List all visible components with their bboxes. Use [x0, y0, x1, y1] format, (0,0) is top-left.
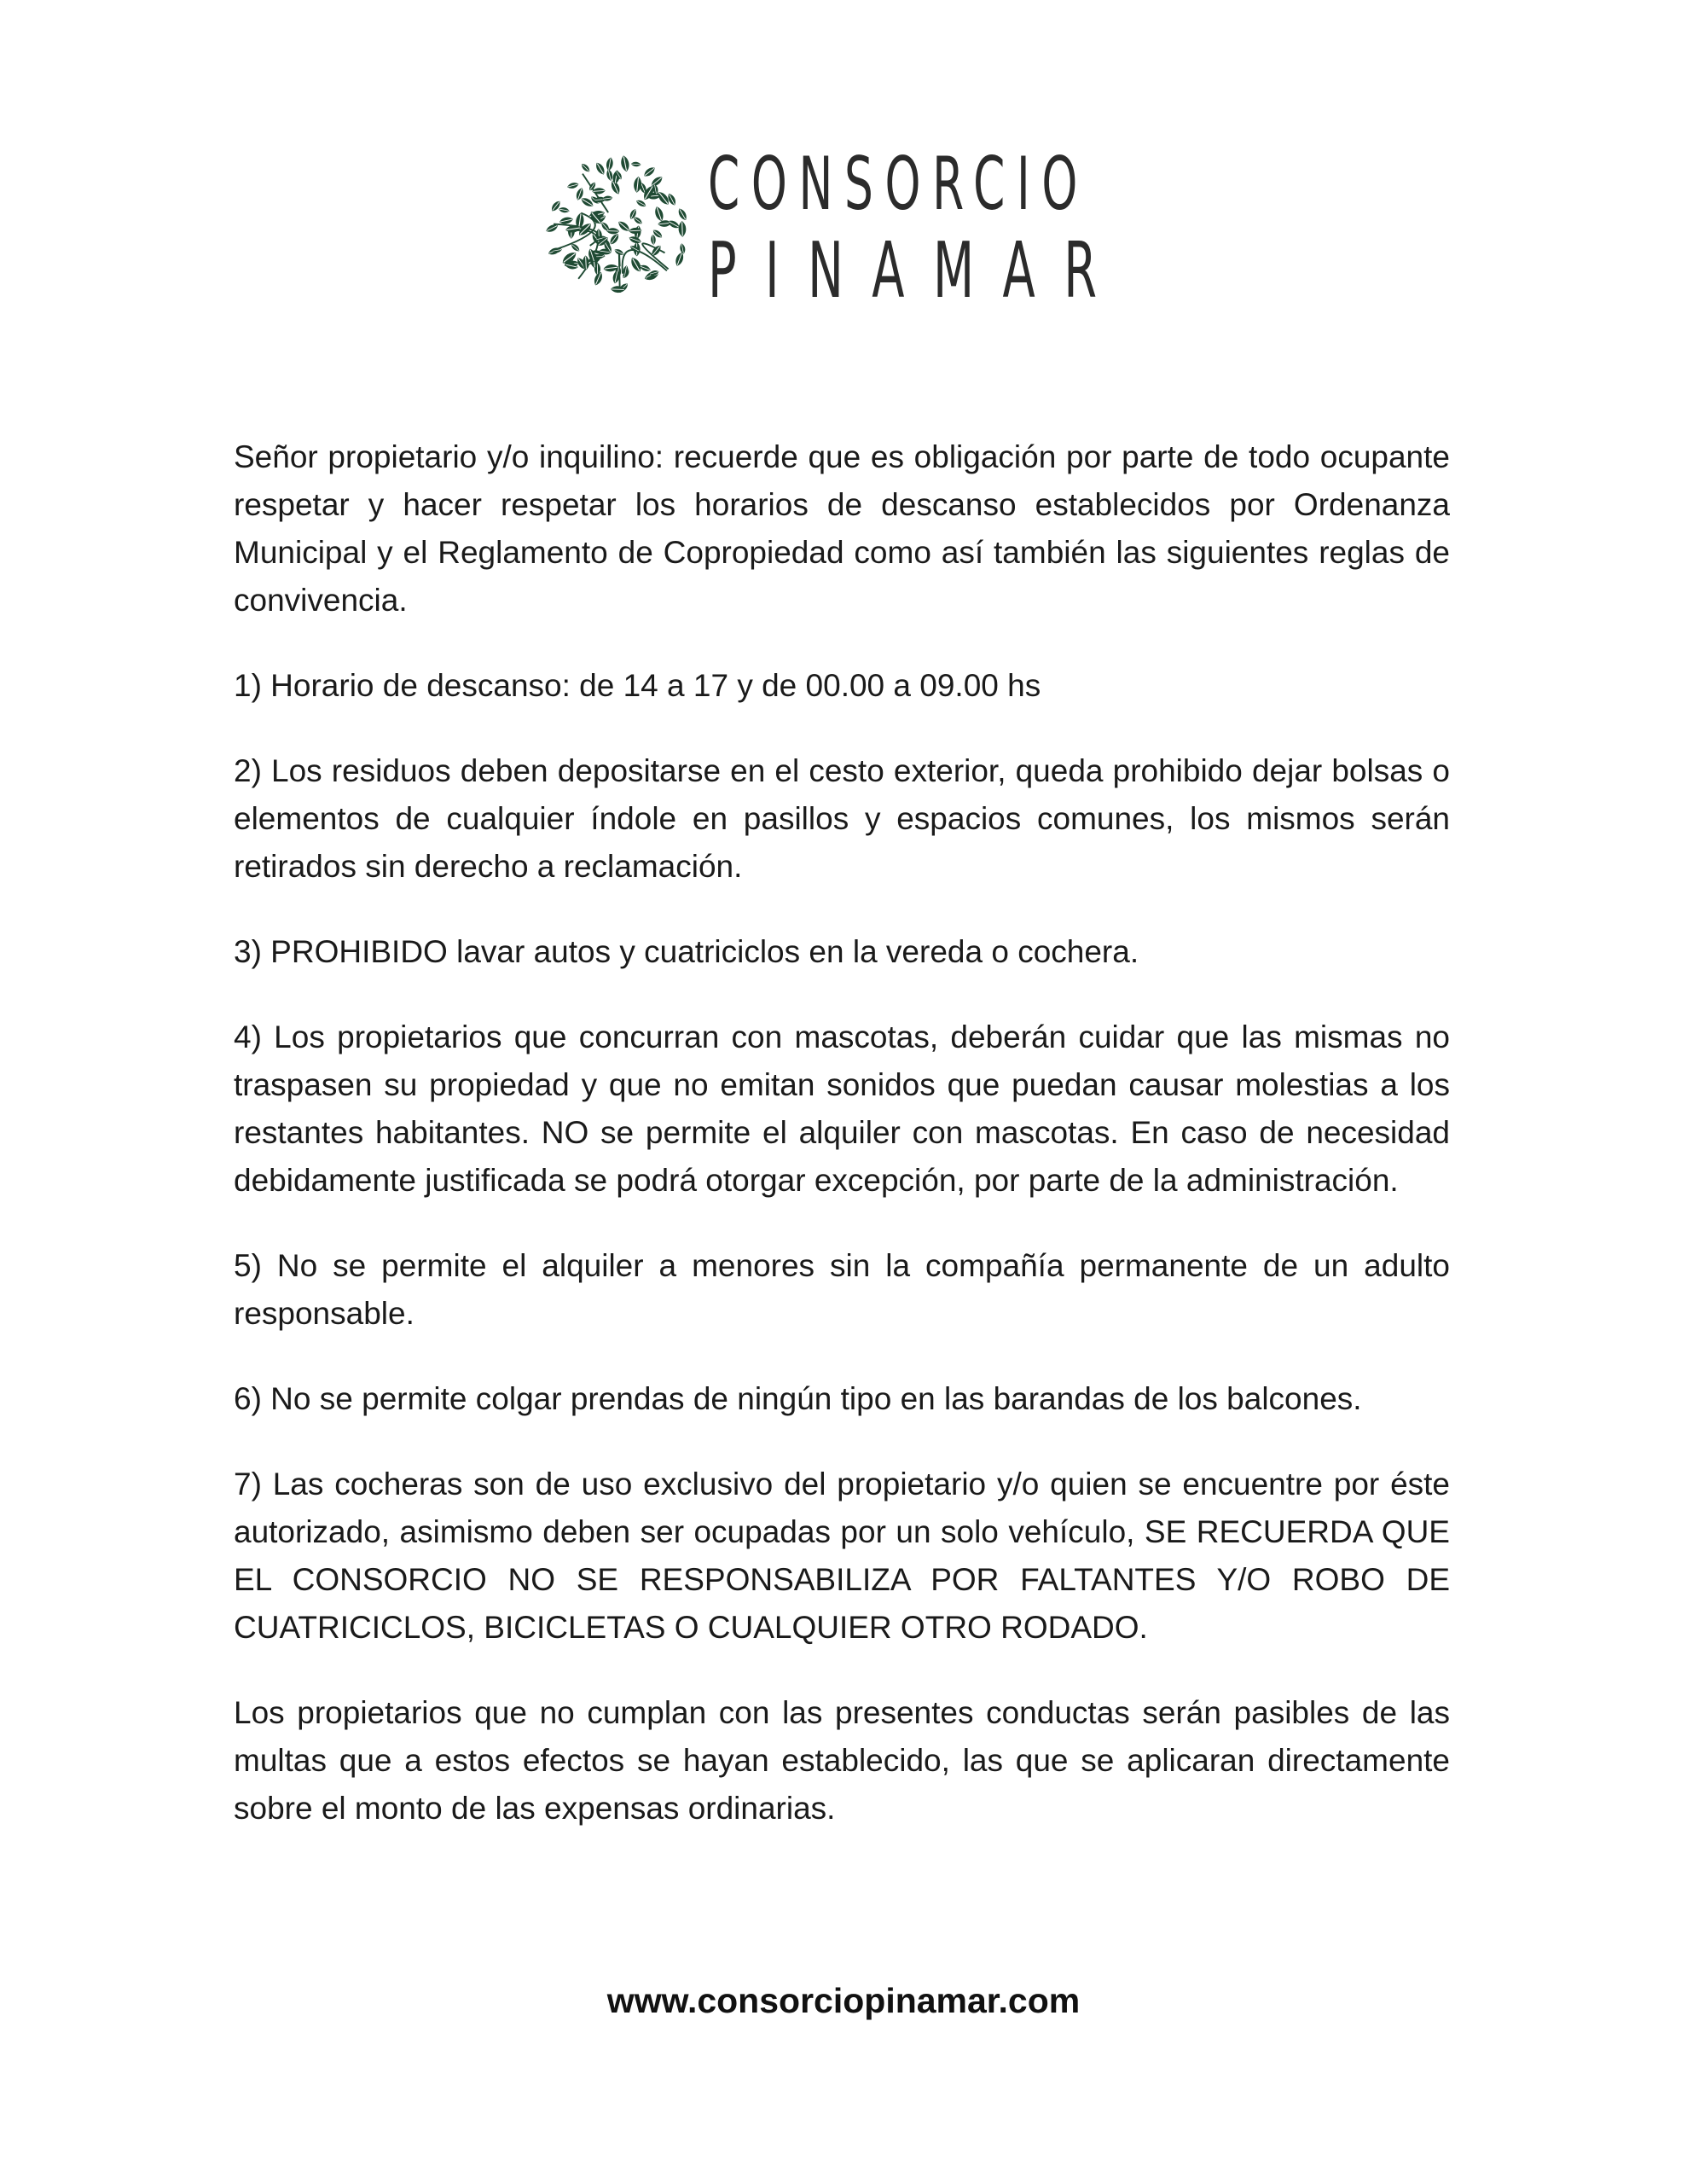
rule-3-car-washing: 3) PROHIBIDO lavar autos y cuatriciclos en la vereda o cochera. — [234, 934, 1139, 969]
website-url: www.consorciopinamar.com — [606, 1981, 1081, 2020]
tree-leaves-logo-icon — [537, 142, 699, 313]
rule-5-minors: 5) No se permite el alquiler a menores sin la compañía permanente de un adulto responsable. — [234, 1248, 1450, 1331]
rule-2-waste: 2) Los residuos deben depositarse en el cesto exterior, queda prohibido dejar bolsas o elementos de cualquier índole en pasillos y espacios comunes, los mismos serán retirados sin derecho a reclamación. — [234, 753, 1450, 884]
header-logo — [529, 141, 1177, 320]
brand-name — [708, 141, 1186, 316]
document-body — [234, 433, 1450, 1870]
logo-branch — [642, 243, 668, 269]
closing-paragraph: Los propietarios que no cumplan con las presentes conductas serán pasibles de las multas que a estos efectos se hayan establecido, las que se aplicaran directamente sobre el monto de las expensas ordinarias. — [234, 1695, 1450, 1826]
logo-leaf-vein — [682, 222, 683, 235]
logo-leaf-vein — [612, 289, 623, 290]
brand-line-pinamar: PINAMAR — [708, 226, 1126, 316]
rule-1-rest-hours: 1) Horario de descanso: de 14 a 17 y de 00.00 a 09.00 hs — [234, 668, 1041, 703]
rule-4-pets: 4) Los propietarios que concurran con mascotas, deberán cuidar que las mismas no traspasen su propiedad y que no emitan sonidos que puedan causar molestias a los restantes habitantes. NO se permite el alquiler con mascotas. En caso de necesidad debidamente justificada se podrá otorgar excepción, por parte de la administración. — [234, 1019, 1450, 1198]
rule-6-clothes: 6) No se permite colgar prendas de ningún tipo en las barandas de los balcones. — [234, 1381, 1362, 1416]
intro-paragraph: Señor propietario y/o inquilino: recuerde que es obligación por parte de todo ocupante respetar y hacer respetar los horarios de descanso establecidos por Ordenanza Municipal y el Reglamento de Copropiedad como así también las siguientes reglas de convivencia. — [234, 439, 1450, 618]
rule-7-garages: 7) Las cocheras son de uso exclusivo del propietario y/o quien se encuentre por éste autorizado, asimismo deben ser ocupadas por un solo vehículo, SE RECUERDA QUE EL CONSORCIO NO SE RESPONSABILIZA POR FALTANTES Y/O ROBO DE CUATRICICLOS, BICICLETAS O CUALQUIER OTRO RODADO. — [234, 1467, 1450, 1645]
brand-line-consorcio: CONSORCIO — [708, 142, 1089, 227]
